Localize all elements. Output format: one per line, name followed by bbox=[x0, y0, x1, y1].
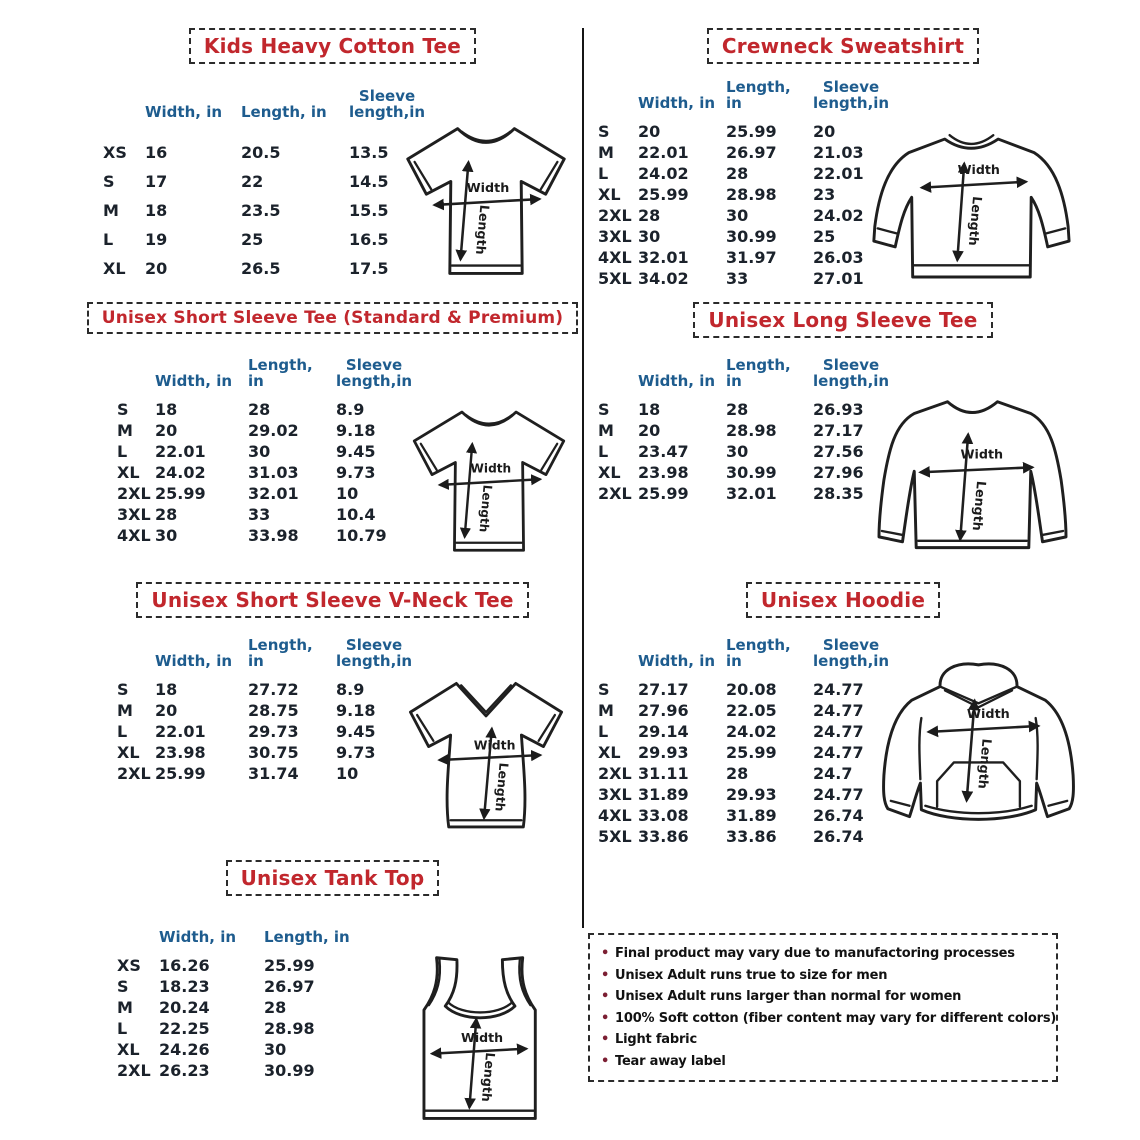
size-row bbox=[598, 142, 899, 163]
measurement-value: 10 bbox=[336, 764, 359, 783]
measurement-value: 18 bbox=[145, 201, 168, 220]
size-row bbox=[103, 138, 435, 167]
measurement-value: 22.01 bbox=[813, 164, 864, 183]
measurement-value: 24.7 bbox=[813, 764, 853, 783]
measurement-value: 31.89 bbox=[726, 806, 777, 825]
size-row bbox=[117, 700, 422, 721]
measurement-value: 30.75 bbox=[248, 743, 299, 762]
measurement-value: 20.5 bbox=[241, 143, 281, 162]
measurement-value: 30 bbox=[638, 227, 661, 246]
note-item: • 100% Soft cotton (fiber content may vary for different colors) bbox=[600, 1008, 1048, 1030]
measurement-value: 22.05 bbox=[726, 701, 777, 720]
size-row bbox=[598, 784, 899, 805]
measurement-value: 26.74 bbox=[813, 827, 864, 846]
measurement-value: 31.74 bbox=[248, 764, 299, 783]
measurement-value: 30 bbox=[264, 1040, 287, 1059]
measurement-value: 24.02 bbox=[813, 206, 864, 225]
measurement-value: 10.4 bbox=[336, 505, 376, 524]
panel-title: Unisex Tank Top bbox=[226, 860, 440, 896]
measurement-value: 25 bbox=[241, 230, 264, 249]
measurement-value: 28.98 bbox=[264, 1019, 315, 1038]
measurement-value: 13.5 bbox=[349, 143, 389, 162]
size-row bbox=[598, 163, 899, 184]
note-item: • Light fabric bbox=[600, 1029, 1048, 1051]
length-label: Length bbox=[969, 480, 990, 532]
measurement-value: 26.23 bbox=[159, 1061, 210, 1080]
column-header: Sleeve length,in bbox=[813, 356, 890, 390]
size-label: 2XL bbox=[598, 206, 632, 225]
panel-crewneck-sweatshirt bbox=[593, 28, 1093, 296]
size-column-header bbox=[103, 76, 145, 138]
measurement-value: 24.02 bbox=[726, 722, 777, 741]
column-divider bbox=[582, 28, 584, 928]
width-label: Width bbox=[460, 1029, 504, 1045]
size-row bbox=[598, 483, 899, 504]
length-label: Length bbox=[492, 762, 512, 813]
size-row bbox=[598, 721, 899, 742]
measurement-value: 25 bbox=[813, 227, 836, 246]
size-label: M bbox=[598, 701, 614, 720]
measurement-value: 25.99 bbox=[726, 743, 777, 762]
size-table-kids-tee bbox=[103, 76, 435, 283]
column-header: Length, in bbox=[264, 928, 350, 946]
measurement-value: 28 bbox=[638, 206, 661, 225]
panel-unisex-vneck-tee bbox=[85, 582, 580, 854]
size-label: S bbox=[598, 680, 610, 699]
size-label: S bbox=[117, 680, 129, 699]
width-label: Width bbox=[470, 461, 512, 476]
measurement-value: 22.25 bbox=[159, 1019, 210, 1038]
size-row bbox=[598, 700, 899, 721]
panel-title: Unisex Short Sleeve Tee (Standard & Premium) bbox=[87, 302, 579, 334]
measurement-value: 23.98 bbox=[638, 463, 689, 482]
size-row bbox=[598, 742, 899, 763]
measurement-value: 27.56 bbox=[813, 442, 864, 461]
measurement-value: 29.02 bbox=[248, 421, 299, 440]
size-label: XL bbox=[117, 1040, 140, 1059]
measurement-value: 31.11 bbox=[638, 764, 689, 783]
size-row bbox=[598, 462, 899, 483]
size-label: 2XL bbox=[598, 484, 632, 503]
size-label: L bbox=[598, 442, 609, 461]
measurement-value: 9.18 bbox=[336, 701, 376, 720]
column-header: Width, in bbox=[155, 372, 233, 390]
note-item: • Final product may vary due to manufactoring processes bbox=[600, 943, 1048, 965]
length-label: Length bbox=[476, 484, 495, 533]
panel-title: Unisex Hoodie bbox=[746, 582, 940, 618]
size-label: XL bbox=[598, 463, 621, 482]
tshirt-illustration bbox=[400, 398, 578, 568]
size-label: M bbox=[598, 143, 614, 162]
measurement-value: 34.02 bbox=[638, 269, 689, 288]
size-row bbox=[117, 399, 422, 420]
size-row bbox=[598, 826, 899, 847]
size-row bbox=[598, 679, 899, 700]
measurement-value: 17 bbox=[145, 172, 168, 191]
size-table-tank-top bbox=[117, 910, 364, 1081]
size-table-long-sleeve-tee bbox=[598, 354, 899, 504]
panel-title: Crewneck Sweatshirt bbox=[707, 28, 979, 64]
measurement-value: 32.01 bbox=[248, 484, 299, 503]
size-label: S bbox=[598, 122, 610, 141]
note-item: • Unisex Adult runs true to size for men bbox=[600, 965, 1048, 987]
measurement-value: 30.99 bbox=[726, 463, 777, 482]
panel-title: Kids Heavy Cotton Tee bbox=[189, 28, 476, 64]
measurement-value: 26.97 bbox=[264, 977, 315, 996]
measurement-value: 33.08 bbox=[638, 806, 689, 825]
measurement-value: 23.47 bbox=[638, 442, 689, 461]
measurement-value: 28 bbox=[726, 764, 749, 783]
measurement-value: 24.77 bbox=[813, 722, 864, 741]
panel-unisex-hoodie bbox=[593, 582, 1093, 872]
vneck-tee-illustration bbox=[398, 670, 575, 848]
measurement-value: 18 bbox=[155, 680, 178, 699]
measurement-value: 29.14 bbox=[638, 722, 689, 741]
size-label: L bbox=[103, 230, 114, 249]
size-row bbox=[117, 1039, 364, 1060]
size-label: S bbox=[103, 172, 115, 191]
size-row bbox=[117, 1018, 364, 1039]
measurement-value: 30.99 bbox=[264, 1061, 315, 1080]
measurement-value: 9.18 bbox=[336, 421, 376, 440]
measurement-value: 19 bbox=[145, 230, 168, 249]
measurement-value: 18 bbox=[155, 400, 178, 419]
size-row bbox=[103, 167, 435, 196]
column-header: Length, in bbox=[726, 356, 791, 390]
measurement-value: 27.17 bbox=[638, 680, 689, 699]
size-label: XS bbox=[117, 956, 141, 975]
measurement-value: 31.89 bbox=[638, 785, 689, 804]
size-label: L bbox=[598, 722, 609, 741]
size-label: XL bbox=[117, 463, 140, 482]
column-header: Length, in bbox=[726, 78, 791, 112]
measurement-value: 30 bbox=[726, 442, 749, 461]
measurement-value: 28 bbox=[264, 998, 287, 1017]
size-row bbox=[117, 955, 364, 976]
size-label: M bbox=[117, 421, 133, 440]
measurement-value: 20.08 bbox=[726, 680, 777, 699]
length-label: Length bbox=[965, 195, 986, 247]
measurement-value: 24.02 bbox=[638, 164, 689, 183]
size-table-short-sleeve-tee bbox=[117, 354, 422, 546]
measurement-value: 8.9 bbox=[336, 680, 365, 699]
size-row bbox=[598, 441, 899, 462]
measurement-value: 25.99 bbox=[638, 185, 689, 204]
size-table-crewneck bbox=[598, 76, 899, 289]
size-column-header bbox=[598, 634, 638, 679]
measurement-value: 25.99 bbox=[726, 122, 777, 141]
column-header: Width, in bbox=[159, 928, 237, 946]
measurement-value: 20 bbox=[155, 701, 178, 720]
size-label: S bbox=[117, 977, 129, 996]
size-label: L bbox=[117, 722, 128, 741]
measurement-value: 26.5 bbox=[241, 259, 281, 278]
measurement-value: 27.72 bbox=[248, 680, 299, 699]
column-header: Sleeve length,in bbox=[349, 87, 426, 121]
measurement-value: 9.45 bbox=[336, 722, 376, 741]
measurement-value: 25.99 bbox=[638, 484, 689, 503]
measurement-value: 20 bbox=[638, 421, 661, 440]
measurement-value: 30 bbox=[248, 442, 271, 461]
width-label: Width bbox=[966, 707, 1010, 723]
column-header: Length, in bbox=[241, 103, 327, 121]
size-label: XL bbox=[103, 259, 126, 278]
measurement-value: 29.93 bbox=[726, 785, 777, 804]
measurement-value: 28.98 bbox=[726, 421, 777, 440]
measurement-value: 23.98 bbox=[155, 743, 206, 762]
column-header: Sleeve length,in bbox=[813, 78, 890, 112]
size-label: L bbox=[598, 164, 609, 183]
measurement-value: 27.17 bbox=[813, 421, 864, 440]
width-label: Width bbox=[960, 446, 1004, 462]
measurement-value: 24.26 bbox=[159, 1040, 210, 1059]
length-label: Length bbox=[478, 1051, 499, 1103]
measurement-value: 26.74 bbox=[813, 806, 864, 825]
measurement-value: 27.01 bbox=[813, 269, 864, 288]
size-column-header bbox=[598, 354, 638, 399]
panel-kids-heavy-cotton-tee bbox=[85, 28, 580, 296]
measurement-value: 31.03 bbox=[248, 463, 299, 482]
size-row bbox=[598, 121, 899, 142]
size-label: S bbox=[117, 400, 129, 419]
size-row bbox=[598, 399, 899, 420]
size-label: M bbox=[103, 201, 119, 220]
width-label: Width bbox=[466, 180, 510, 196]
measurement-value: 32.01 bbox=[726, 484, 777, 503]
size-label: 2XL bbox=[117, 484, 151, 503]
size-row bbox=[117, 483, 422, 504]
measurement-value: 27.96 bbox=[638, 701, 689, 720]
size-label: 4XL bbox=[598, 248, 632, 267]
measurement-value: 25.99 bbox=[155, 484, 206, 503]
size-row bbox=[117, 763, 422, 784]
measurement-value: 22.01 bbox=[155, 442, 206, 461]
size-label: M bbox=[117, 998, 133, 1017]
measurement-value: 24.77 bbox=[813, 785, 864, 804]
measurement-value: 25.99 bbox=[155, 764, 206, 783]
size-label: S bbox=[598, 400, 610, 419]
panel-title: Unisex Long Sleeve Tee bbox=[693, 302, 992, 338]
size-label: L bbox=[117, 1019, 128, 1038]
size-row bbox=[598, 763, 899, 784]
size-label: XL bbox=[117, 743, 140, 762]
measurement-value: 33 bbox=[248, 505, 271, 524]
measurement-value: 33.86 bbox=[726, 827, 777, 846]
measurement-value: 33 bbox=[726, 269, 749, 288]
measurement-value: 18.23 bbox=[159, 977, 210, 996]
size-table-vneck-tee bbox=[117, 634, 422, 784]
hoodie-illustration bbox=[878, 657, 1080, 859]
size-label: 5XL bbox=[598, 269, 632, 288]
measurement-value: 22.01 bbox=[638, 143, 689, 162]
size-row bbox=[598, 247, 899, 268]
measurement-value: 21.03 bbox=[813, 143, 864, 162]
measurement-value: 31.97 bbox=[726, 248, 777, 267]
size-row bbox=[598, 268, 899, 289]
measurement-value: 22.01 bbox=[155, 722, 206, 741]
measurement-value: 24.02 bbox=[155, 463, 206, 482]
measurement-value: 25.99 bbox=[264, 956, 315, 975]
size-row bbox=[103, 196, 435, 225]
measurement-value: 20 bbox=[638, 122, 661, 141]
size-label: 2XL bbox=[117, 764, 151, 783]
size-column-header bbox=[117, 910, 159, 955]
size-label: 3XL bbox=[598, 785, 632, 804]
measurement-value: 30.99 bbox=[726, 227, 777, 246]
size-column-header bbox=[117, 354, 155, 399]
column-header: Length, in bbox=[248, 636, 313, 670]
measurement-value: 33.86 bbox=[638, 827, 689, 846]
size-label: 4XL bbox=[598, 806, 632, 825]
size-row bbox=[598, 805, 899, 826]
size-label: 2XL bbox=[598, 764, 632, 783]
size-row bbox=[117, 441, 422, 462]
size-row bbox=[117, 721, 422, 742]
size-row bbox=[598, 184, 899, 205]
measurement-value: 24.77 bbox=[813, 680, 864, 699]
measurement-value: 20.24 bbox=[159, 998, 210, 1017]
size-label: XL bbox=[598, 185, 621, 204]
column-header: Width, in bbox=[638, 652, 716, 670]
size-column-header bbox=[598, 76, 638, 121]
tshirt-illustration bbox=[393, 114, 579, 292]
column-header: Length, in bbox=[248, 356, 313, 390]
size-row bbox=[117, 525, 422, 546]
size-row bbox=[598, 226, 899, 247]
measurement-value: 32.01 bbox=[638, 248, 689, 267]
size-row bbox=[117, 976, 364, 997]
size-label: 5XL bbox=[598, 827, 632, 846]
column-header: Width, in bbox=[155, 652, 233, 670]
column-header: Sleeve length,in bbox=[336, 356, 413, 390]
note-item: • Tear away label bbox=[600, 1051, 1048, 1073]
size-row bbox=[117, 1060, 364, 1081]
size-row bbox=[117, 997, 364, 1018]
size-row bbox=[117, 420, 422, 441]
measurement-value: 8.9 bbox=[336, 400, 365, 419]
size-label: 3XL bbox=[598, 227, 632, 246]
tank-top-illustration bbox=[418, 950, 549, 1132]
panel-unisex-short-sleeve-tee bbox=[85, 302, 580, 577]
measurement-value: 28 bbox=[726, 164, 749, 183]
size-label: M bbox=[117, 701, 133, 720]
size-label: 4XL bbox=[117, 526, 151, 545]
measurement-value: 28.75 bbox=[248, 701, 299, 720]
measurement-value: 17.5 bbox=[349, 259, 389, 278]
measurement-value: 30 bbox=[155, 526, 178, 545]
measurement-value: 24.77 bbox=[813, 743, 864, 762]
size-row bbox=[103, 254, 435, 283]
measurement-value: 28.98 bbox=[726, 185, 777, 204]
sweatshirt-illustration bbox=[868, 125, 1072, 293]
size-row bbox=[598, 205, 899, 226]
column-header: Length, in bbox=[726, 636, 791, 670]
length-label: Length bbox=[974, 737, 994, 790]
measurement-value: 27.96 bbox=[813, 463, 864, 482]
measurement-value: 9.73 bbox=[336, 743, 376, 762]
size-label: XL bbox=[598, 743, 621, 762]
measurement-value: 10.79 bbox=[336, 526, 387, 545]
panel-title: Unisex Short Sleeve V-Neck Tee bbox=[136, 582, 528, 618]
size-row bbox=[117, 679, 422, 700]
measurement-value: 15.5 bbox=[349, 201, 389, 220]
measurement-value: 26.97 bbox=[726, 143, 777, 162]
measurement-value: 14.5 bbox=[349, 172, 389, 191]
size-label: L bbox=[117, 442, 128, 461]
measurement-value: 9.45 bbox=[336, 442, 376, 461]
size-row bbox=[598, 420, 899, 441]
measurement-value: 16 bbox=[145, 143, 168, 162]
size-label: XS bbox=[103, 143, 127, 162]
length-label: Length bbox=[473, 204, 493, 256]
measurement-value: 20 bbox=[813, 122, 836, 141]
measurement-value: 26.93 bbox=[813, 400, 864, 419]
measurement-value: 28 bbox=[726, 400, 749, 419]
product-notes-box bbox=[588, 933, 1058, 1082]
measurement-value: 28 bbox=[248, 400, 271, 419]
measurement-value: 23.5 bbox=[241, 201, 281, 220]
measurement-value: 20 bbox=[145, 259, 168, 278]
size-table-hoodie bbox=[598, 634, 899, 847]
measurement-value: 26.03 bbox=[813, 248, 864, 267]
measurement-value: 20 bbox=[155, 421, 178, 440]
size-label: 3XL bbox=[117, 505, 151, 524]
long-sleeve-tee-illustration bbox=[865, 390, 1080, 578]
size-row bbox=[117, 742, 422, 763]
size-label: 2XL bbox=[117, 1061, 151, 1080]
measurement-value: 23 bbox=[813, 185, 836, 204]
size-row bbox=[103, 225, 435, 254]
measurement-value: 16.26 bbox=[159, 956, 210, 975]
measurement-value: 30 bbox=[726, 206, 749, 225]
measurement-value: 22 bbox=[241, 172, 264, 191]
column-header: Sleeve length,in bbox=[336, 636, 413, 670]
column-header: Width, in bbox=[145, 103, 223, 121]
size-column-header bbox=[117, 634, 155, 679]
measurement-value: 29.93 bbox=[638, 743, 689, 762]
size-row bbox=[117, 504, 422, 525]
measurement-value: 24.77 bbox=[813, 701, 864, 720]
column-header: Width, in bbox=[638, 372, 716, 390]
size-row bbox=[117, 462, 422, 483]
measurement-value: 18 bbox=[638, 400, 661, 419]
measurement-value: 9.73 bbox=[336, 463, 376, 482]
panel-unisex-tank-top bbox=[85, 860, 580, 1138]
column-header: Width, in bbox=[638, 94, 716, 112]
note-item: • Unisex Adult runs larger than normal for women bbox=[600, 986, 1048, 1008]
measurement-value: 10 bbox=[336, 484, 359, 503]
width-label: Width bbox=[473, 737, 516, 753]
width-label: Width bbox=[957, 162, 1000, 178]
measurement-value: 33.98 bbox=[248, 526, 299, 545]
column-header: Sleeve length,in bbox=[813, 636, 890, 670]
measurement-value: 28 bbox=[155, 505, 178, 524]
measurement-value: 29.73 bbox=[248, 722, 299, 741]
product-notes-list bbox=[600, 943, 1057, 1072]
panel-unisex-long-sleeve-tee bbox=[593, 302, 1093, 577]
size-label: M bbox=[598, 421, 614, 440]
measurement-value: 28.35 bbox=[813, 484, 864, 503]
measurement-value: 16.5 bbox=[349, 230, 389, 249]
